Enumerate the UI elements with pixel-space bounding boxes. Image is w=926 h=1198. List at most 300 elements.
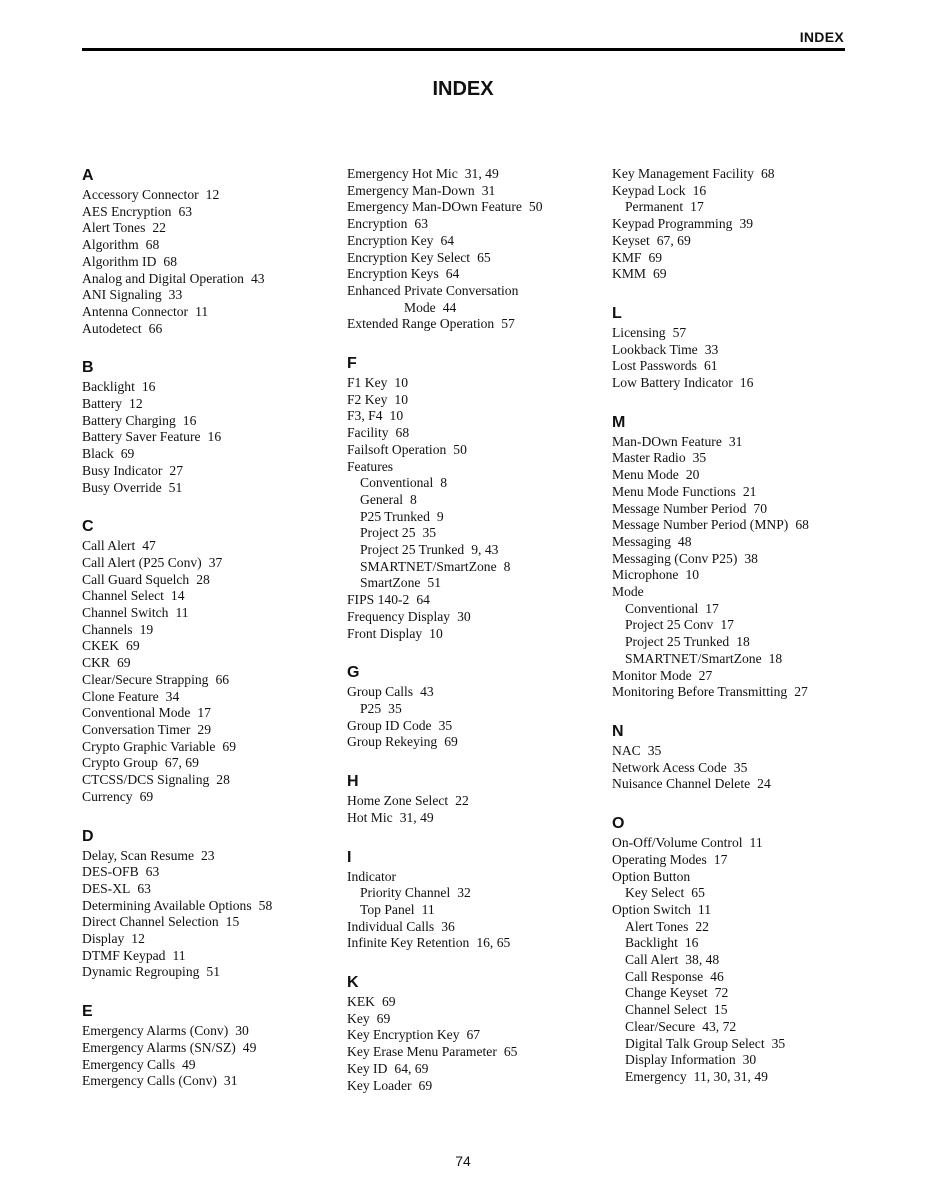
index-entry [347,1078,602,1095]
entry-pages: 33 [704,341,719,357]
entry-pages: 68 [395,425,410,441]
index-entry [612,776,852,793]
index-entry [347,609,602,626]
entry-term: Infinite Key Retention [347,935,470,951]
entry-pages: 69 [444,734,458,750]
index-entry [612,375,852,392]
index-subentry [347,559,602,576]
index-entry [82,379,332,396]
entry-pages: 38 [744,550,758,566]
entry-pages: 28 [196,571,210,587]
index-entry [612,517,852,534]
entry-term: Priority Channel [360,885,451,901]
entry-pages: 18 [736,634,750,650]
entry-pages: 48 [677,533,692,549]
section-spacer [612,701,852,710]
index-subentry [612,935,852,952]
entry-term: Call Alert (P25 Conv) [82,554,202,570]
entry-pages: 64, 69 [394,1060,429,1076]
index-entry [82,287,332,304]
entry-term: FIPS 140-2 [347,592,410,608]
index-entry [82,480,332,497]
entry-term: Enhanced Private Conversation [347,282,519,298]
entry-term: Algorithm ID [82,253,157,269]
entry-pages: 8 [503,558,511,574]
entry-pages: 16 [141,379,156,395]
index-entry [347,1044,602,1061]
entry-pages: 35 [733,759,748,775]
entry-term: DES-XL [82,880,131,896]
entry-term: Key Loader [347,1077,412,1093]
entry-pages: 10 [394,391,408,407]
index-entry [347,626,602,643]
entry-term: Nuisance Channel Delete [612,776,751,792]
entry-term: Key [347,1010,370,1026]
index-entry [82,772,332,789]
entry-term: Man-DOwn Feature [612,433,722,449]
index-entry [612,342,852,359]
index-entry [612,216,852,233]
entry-pages: 69 [126,638,140,654]
entry-term: Channel Select [82,588,164,604]
entry-pages: 16 [684,935,699,951]
entry-pages: 17 [713,851,728,867]
index-entry [82,463,332,480]
entry-pages: 35 [692,450,707,466]
index-subentry [612,1069,852,1086]
index-entry [82,755,332,772]
section-spacer [82,806,332,815]
index-subentry [612,885,852,902]
entry-pages: 51 [427,575,441,591]
entry-term: DES-OFB [82,864,139,880]
entry-pages: 16 [739,375,754,391]
entry-term: Group ID Code [347,717,432,733]
entry-term: Busy Indicator [82,462,163,478]
entry-pages: 9 [436,508,444,524]
entry-term: DTMF Keypad [82,947,166,963]
entry-term: Individual Calls [347,918,435,934]
index-entry [82,220,332,237]
entry-term: Monitor Mode [612,667,692,683]
entry-term: Conversation Timer [82,721,191,737]
entry-pages: 17 [705,600,719,616]
entry-term: Master Radio [612,450,686,466]
entry-pages: 47 [142,538,156,554]
section-letter-i: I [347,848,352,866]
index-subentry [612,1036,852,1053]
entry-pages: 31, 49 [399,809,434,825]
entry-term: Call Alert [82,538,136,554]
entry-term: Call Alert [625,952,679,968]
section-spacer [347,333,602,342]
entry-term: Emergency Calls [82,1056,175,1072]
index-entry [612,484,852,501]
entry-term: Currency [82,788,133,804]
index-entry [82,739,332,756]
entry-pages: 35 [647,742,662,758]
entry-pages: 67 [466,1027,481,1043]
index-subentry [612,1019,852,1036]
index-entry [347,935,602,952]
entry-term: ANI Signaling [82,287,162,303]
index-entry [82,413,332,430]
index-subentry [612,601,852,618]
index-subentry [612,1052,852,1069]
entry-pages: 67, 69 [656,232,691,248]
index-entry [347,199,602,216]
section-letter-f: F [347,355,357,373]
index-entry [612,450,852,467]
entry-pages: 27 [698,667,713,683]
index-entry [82,429,332,446]
entry-term: Project 25 Trunked [360,542,465,558]
entry-term: Emergency Man-DOwn Feature [347,199,522,215]
entry-pages: 46 [710,968,724,984]
index-entry [82,964,332,981]
entry-term: F1 Key [347,375,388,391]
entry-pages: 64 [445,266,460,282]
index-subentry [612,919,852,936]
entry-term: Clear/Secure Strapping [82,671,209,687]
entry-pages: 23 [201,847,215,863]
entry-pages: 10 [429,625,443,641]
entry-term: Mode [612,584,644,600]
entry-term: Crypto Graphic Variable [82,738,216,754]
index-entry [612,902,852,919]
entry-term: Call Response [625,968,704,984]
index-entry [347,919,602,936]
section-letter-m: M [612,413,626,431]
entry-pages: 12 [131,931,145,947]
entry-term: Emergency Alarms (Conv) [82,1023,229,1039]
index-entry [347,442,602,459]
index-entry [347,216,602,233]
entry-pages: 70 [753,500,767,516]
index-entry [347,459,602,476]
entry-term: Keyset [612,232,650,248]
entry-term: Features [347,458,394,474]
index-entry [347,1027,602,1044]
entry-term: SmartZone [360,575,421,591]
index-entry [82,1057,332,1074]
entry-pages: 69 [120,446,135,462]
entry-pages: 11 [175,605,189,621]
entry-term: Group Rekeying [347,734,438,750]
section-letter-c: C [82,518,94,536]
index-subentry [347,902,602,919]
index-entry [82,789,332,806]
index-subentry [347,542,602,559]
entry-term: Key Encryption Key [347,1027,460,1043]
section-letter-k: K [347,974,359,992]
entry-pages: 27 [794,684,808,700]
entry-term: Algorithm [82,237,139,253]
entry-term: Encryption Key [347,232,434,248]
entry-pages: 49 [242,1039,257,1055]
index-entry [347,425,602,442]
entry-pages: 50 [528,199,543,215]
page-number: 74 [455,1153,471,1169]
entry-pages: 69 [418,1077,433,1093]
entry-term: SMARTNET/SmartZone [625,650,762,666]
entry-term: Encryption [347,216,408,232]
entry-term: Project 25 Trunked [625,634,730,650]
entry-term: Failsoft Operation [347,441,447,457]
entry-term: CTCSS/DCS Signaling [82,772,210,788]
index-entry [612,166,852,183]
entry-pages: 69 [116,655,131,671]
entry-pages: 35 [438,717,453,733]
index-entry [347,166,602,183]
entry-term: Direct Channel Selection [82,914,219,930]
index-entry [82,555,332,572]
index-subentry [612,634,852,651]
index-entry [347,316,602,333]
entry-term: Frequency Display [347,608,451,624]
entry-term: Display Information [625,1052,736,1068]
index-entry [612,434,852,451]
entry-pages: 10 [685,567,700,583]
index-entry [347,684,602,701]
entry-pages: 28 [216,772,230,788]
section-letter-a: A [82,167,94,184]
index-subentry [347,885,602,902]
index-entry [612,501,852,518]
index-entry [612,250,852,267]
index-subentry [612,199,852,216]
index-entry [82,204,332,221]
index-entry [82,848,332,865]
entry-pages: 63 [137,880,151,896]
entry-term: Conventional [625,600,699,616]
entry-term: F3, F4 [347,408,383,424]
entry-pages: 69 [381,994,396,1010]
entry-pages: 30 [742,1052,757,1068]
entry-term: Key Management Facility [612,166,754,181]
entry-term: KMF [612,249,642,265]
entry-term: Top Panel [360,901,415,917]
index-subentry [612,617,852,634]
index-entry [612,467,852,484]
entry-pages: 16 [207,429,222,445]
index-entry [612,743,852,760]
index-entry [82,237,332,254]
page-title: INDEX [432,78,494,100]
section-letter-e: E [82,1003,93,1021]
entry-term: Antenna Connector [82,303,189,319]
section-spacer [612,392,852,401]
entry-term: Licensing [612,324,666,340]
index-entry [612,835,852,852]
index-entry [82,948,332,965]
entry-pages: 57 [501,316,515,332]
entry-pages: 69 [376,1010,391,1026]
entry-pages: 69 [648,249,663,265]
index-entry [82,689,332,706]
entry-term: Autodetect [82,320,142,336]
entry-term: Encryption Key Select [347,249,471,265]
entry-pages: 16 [182,412,197,428]
entry-term: Home Zone Select [347,793,449,809]
entry-pages: 10 [394,375,408,391]
entry-term: F2 Key [347,391,388,407]
entry-term: Black [82,446,114,462]
entry-pages: 32 [457,885,471,901]
index-entry [612,869,852,886]
index-entry [347,592,602,609]
entry-pages: 31 [481,182,496,198]
index-entry [347,810,602,827]
entry-term: Backlight [82,379,135,395]
entry-pages: 68 [145,237,160,253]
index-entry [82,622,332,639]
index-entry [82,1040,332,1057]
entry-pages: 29 [197,721,211,737]
index-entry [347,734,602,751]
entry-pages: 22 [695,918,709,934]
entry-term: KMM [612,266,646,282]
entry-term: Option Switch [612,901,691,917]
index-entry [82,271,332,288]
entry-term: NAC [612,742,641,758]
entry-term: Hot Mic [347,809,393,825]
index-subentry [347,525,602,542]
entry-pages: 66 [148,320,163,336]
entry-pages: 11 [697,901,712,917]
index-entry [347,233,602,250]
entry-pages: 19 [139,621,154,637]
index-subentry [347,492,602,509]
entry-pages: 9, 43 [471,542,499,558]
entry-term: Busy Override [82,479,162,495]
index-entry [347,718,602,735]
entry-pages: 11 [172,947,186,963]
entry-pages: 14 [170,588,185,604]
entry-pages: 20 [685,467,700,483]
entry-pages: 18 [768,650,783,666]
index-entry [82,931,332,948]
entry-term: Mode [404,299,436,315]
index-entry [82,655,332,672]
index-entry [347,266,602,283]
index-entry [82,1023,332,1040]
entry-term: Emergency Hot Mic [347,166,458,181]
entry-term: Alert Tones [82,220,146,236]
entry-pages: 22 [455,793,469,809]
section-letter-o: O [612,815,625,833]
entry-pages: 64 [416,592,430,608]
entry-pages: 50 [453,441,467,457]
index-entry [82,1073,332,1090]
index-entry [82,254,332,271]
index-entry [82,672,332,689]
index-entry [612,760,852,777]
entry-term: On-Off/Volume Control [612,835,743,851]
entry-term: Lookback Time [612,341,698,357]
index-entry [612,668,852,685]
entry-term: Project 25 [360,525,416,541]
entry-term: Messaging (Conv P25) [612,550,738,566]
entry-term: Change Keyset [625,985,708,1001]
section-spacer [347,827,602,836]
entry-term: Microphone [612,567,679,583]
entry-term: Battery Saver Feature [82,429,201,445]
index-entry [612,551,852,568]
index-entry [347,392,602,409]
section-spacer [82,496,332,505]
entry-pages: 63 [414,216,428,232]
entry-pages: 57 [672,324,687,340]
entry-pages: 34 [165,688,180,704]
entry-term: Alert Tones [625,918,689,934]
index-entry [82,588,332,605]
entry-pages: 63 [145,864,160,880]
entry-term: Backlight [625,935,678,951]
entry-term: Project 25 Conv [625,617,714,633]
entry-pages: 10 [389,408,404,424]
entry-pages: 31 [728,433,743,449]
entry-pages: 67, 69 [164,755,199,771]
entry-term: Channels [82,621,133,637]
index-subentry [612,952,852,969]
index-entry [612,684,852,701]
entry-pages: 69 [139,788,154,804]
entry-term: Menu Mode Functions [612,483,736,499]
entry-pages: 69 [653,266,667,282]
section-spacer [347,642,602,651]
entry-term: Option Button [612,868,691,884]
entry-term: Indicator [347,868,397,884]
entry-pages: 17 [690,199,704,215]
entry-term: Extended Range Operation [347,316,495,332]
entry-term: CKR [82,655,110,671]
entry-pages: 31 [223,1073,238,1089]
index-entry [82,321,332,338]
entry-term: Accessory Connector [82,187,199,202]
index-entry [82,864,332,881]
section-spacer [612,283,852,292]
entry-term: Key Erase Menu Parameter [347,1044,497,1060]
entry-term: Monitoring Before Transmitting [612,684,788,700]
entry-pages: 24 [757,776,771,792]
index-entry [347,283,602,300]
entry-pages: 51 [206,964,221,980]
index-entry [612,266,852,283]
entry-pages: 69 [222,738,236,754]
entry-pages: 36 [441,918,455,934]
index-entry [82,187,332,204]
section-letter-b: B [82,359,94,377]
index-subentry [612,969,852,986]
entry-pages: 65 [691,885,705,901]
entry-pages: 68 [163,253,177,269]
index-entry [612,358,852,375]
index-entry [612,183,852,200]
entry-term: Key ID [347,1060,388,1076]
entry-pages: 64 [440,232,455,248]
index-entry [347,300,602,317]
section-letter-g: G [347,664,360,682]
entry-pages: 68 [760,166,775,181]
index-entry [82,898,332,915]
entry-pages: 22 [152,220,166,236]
index-entry [612,852,852,869]
index-entry [82,304,332,321]
index-subentry [612,1002,852,1019]
entry-term: CKEK [82,638,120,654]
entry-term: Conventional [360,475,434,491]
